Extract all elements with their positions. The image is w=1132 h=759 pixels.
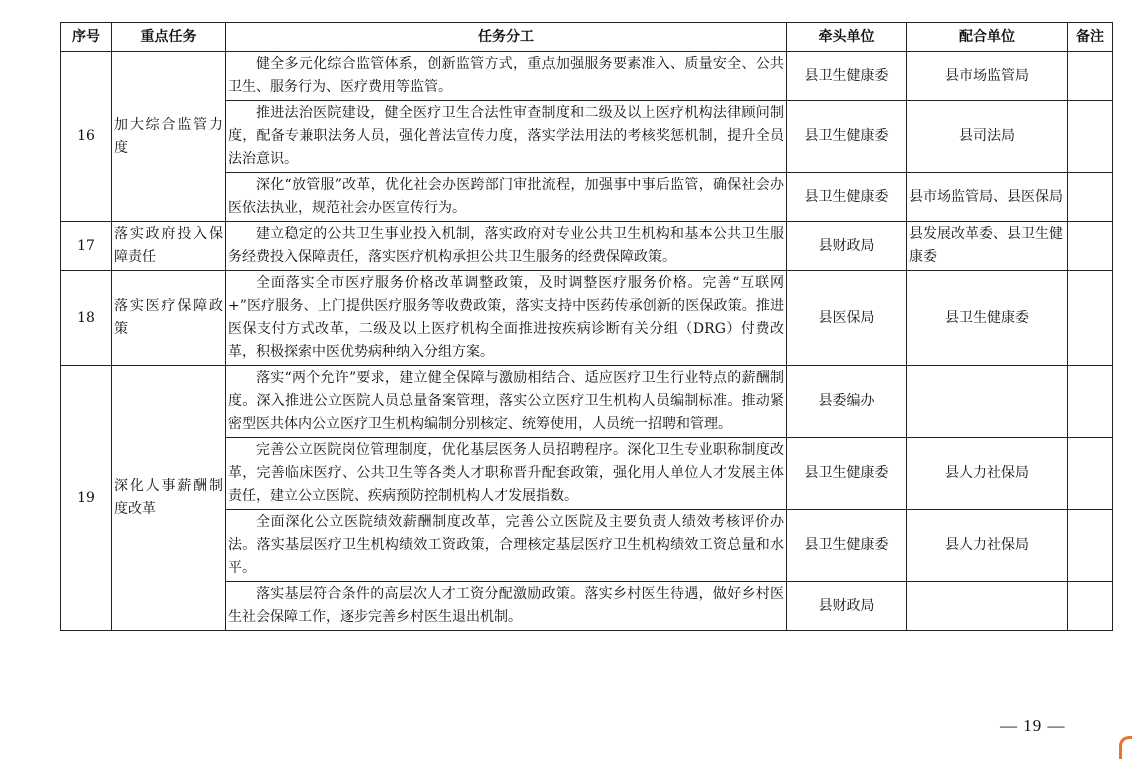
header-key-task: 重点任务 [112, 23, 226, 52]
row-note [1068, 510, 1113, 582]
row-lead-unit: 县卫生健康委 [787, 438, 907, 510]
row-note [1068, 222, 1113, 271]
row-coop-unit: 县人力社保局 [907, 438, 1068, 510]
row-lead-unit: 县卫生健康委 [787, 510, 907, 582]
row-lead-unit: 县卫生健康委 [787, 173, 907, 222]
row-note [1068, 366, 1113, 438]
row-note [1068, 101, 1113, 173]
row-key-task: 落实医疗保障政策 [112, 271, 226, 366]
row-task-desc: 落实基层符合条件的高层次人才工资分配激励政策。落实乡村医生待遇，做好乡村医生社会保障工作，逐步完善乡村医生退出机制。 [226, 582, 787, 631]
table-row [61, 222, 1113, 271]
row-lead-unit: 县财政局 [787, 582, 907, 631]
header-note: 备注 [1068, 23, 1113, 52]
row-coop-unit: 县市场监管局、县医保局 [907, 173, 1068, 222]
row-coop-unit: 县发展改革委、县卫生健康委 [907, 222, 1068, 271]
header-lead-unit: 牵头单位 [787, 23, 907, 52]
row-task-desc: 全面深化公立医院绩效薪酬制度改革，完善公立医院及主要负责人绩效考核评价办法。落实基层医疗卫生机构绩效工资政策，合理核定基层医疗卫生机构绩效工资总量和水平。 [226, 510, 787, 582]
row-coop-unit: 县人力社保局 [907, 510, 1068, 582]
row-key-task: 落实政府投入保障责任 [112, 222, 226, 271]
row-lead-unit: 县卫生健康委 [787, 101, 907, 173]
row-num: 16 [61, 52, 112, 222]
task-table [60, 22, 1113, 631]
row-task-desc: 建立稳定的公共卫生事业投入机制，落实政府对专业公共卫生机构和基本公共卫生服务经费投入保障责任，落实医疗机构承担公共卫生服务的经费保障政策。 [226, 222, 787, 271]
row-note [1068, 438, 1113, 510]
row-task-desc: 健全多元化综合监管体系，创新监管方式，重点加强服务要素准入、质量安全、公共卫生、服务行为、医疗费用等监管。 [226, 52, 787, 101]
row-task-desc: 推进法治医院建设，健全医疗卫生合法性审查制度和二级及以上医疗机构法律顾问制度，配备专兼职法务人员，强化普法宣传力度，落实学法用法的考核奖惩机制，提升全员法治意识。 [226, 101, 787, 173]
header-task-division: 任务分工 [226, 23, 787, 52]
row-note [1068, 582, 1113, 631]
header-num: 序号 [61, 23, 112, 52]
row-coop-unit: 县卫生健康委 [907, 271, 1068, 366]
table-row [61, 366, 1113, 438]
row-num: 18 [61, 271, 112, 366]
page-number: — 19 — [1000, 716, 1066, 735]
row-key-task: 加大综合监管力度 [112, 52, 226, 222]
row-note [1068, 173, 1113, 222]
row-key-task: 深化人事薪酬制度改革 [112, 366, 226, 631]
row-coop-unit [907, 366, 1068, 438]
row-task-desc: 全面落实全市医疗服务价格改革调整政策，及时调整医疗服务价格。完善“互联网+”医疗服务、上门提供医疗服务等收费政策，落实支持中医药传承创新的医保政策。推进医保支付方式改革，二级及以上医疗机构全面推进按疾病诊断有关分组（DRG）付费改革，积极探索中医优势病种纳入分组方案。 [226, 271, 787, 366]
row-coop-unit: 县司法局 [907, 101, 1068, 173]
row-lead-unit: 县卫生健康委 [787, 52, 907, 101]
row-lead-unit: 县医保局 [787, 271, 907, 366]
row-note [1068, 271, 1113, 366]
row-coop-unit: 县市场监管局 [907, 52, 1068, 101]
header-row [61, 23, 1113, 52]
row-coop-unit [907, 582, 1068, 631]
table-row [61, 52, 1113, 101]
row-num: 19 [61, 366, 112, 631]
header-coop-unit: 配合单位 [907, 23, 1068, 52]
row-lead-unit: 县委编办 [787, 366, 907, 438]
row-task-desc: 深化“放管服”改革，优化社会办医跨部门审批流程，加强事中事后监管，确保社会办医依法执业，规范社会办医宣传行为。 [226, 173, 787, 222]
row-lead-unit: 县财政局 [787, 222, 907, 271]
row-task-desc: 落实“两个允许”要求，建立健全保障与激励相结合、适应医疗卫生行业特点的薪酬制度。深入推进公立医院人员总量备案管理，落实公立医疗卫生机构人员编制标准。推动紧密型医共体内公立医疗卫生机构编制分别核定、统筹使用，人员统一招聘和管理。 [226, 366, 787, 438]
row-task-desc: 完善公立医院岗位管理制度，优化基层医务人员招聘程序。深化卫生专业职称制度改革，完善临床医疗、公共卫生等各类人才职称晋升配套政策，强化用人单位人才发展主体责任，建立公立医院、疾病预防控制机构人才发展指数。 [226, 438, 787, 510]
row-note [1068, 52, 1113, 101]
row-num: 17 [61, 222, 112, 271]
table-row [61, 271, 1113, 366]
